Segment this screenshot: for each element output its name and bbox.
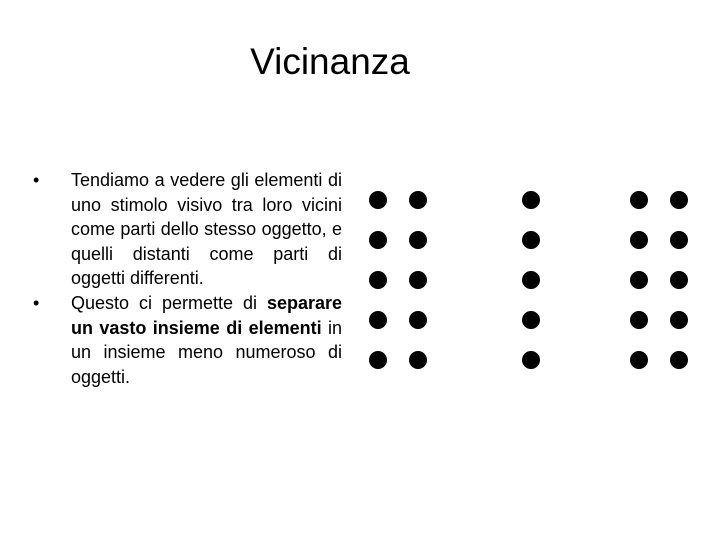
bullet-list <box>32 168 342 389</box>
slide-title: Vicinanza <box>250 41 410 82</box>
dot-wide-pairs-r2-c2 <box>670 231 688 249</box>
bullet-marker: • <box>33 170 40 190</box>
bullet-marker: • <box>33 292 40 313</box>
proximity-dots-figure <box>360 180 700 380</box>
dot-wide-pairs-r5-c1 <box>630 351 648 369</box>
dot-wide-pairs-r4-c1 <box>630 311 648 329</box>
dot-close-pairs-r4-c1 <box>369 311 387 329</box>
dot-close-pairs-r5-c2 <box>409 351 427 369</box>
bullet-item-2 <box>32 291 342 389</box>
dot-close-pairs-r3-c2 <box>409 271 427 289</box>
dot-single-column-r1-c1 <box>522 191 540 209</box>
dot-close-pairs-r3-c1 <box>369 271 387 289</box>
bullet-2-text-end: in un insieme meno numeroso di oggetti. <box>71 317 343 387</box>
dot-single-column-r3-c1 <box>522 271 540 289</box>
dot-group-single-column <box>522 191 540 369</box>
dot-close-pairs-r2-c2 <box>409 231 427 249</box>
dot-wide-pairs-r4-c2 <box>670 311 688 329</box>
dot-wide-pairs-r1-c2 <box>670 191 688 209</box>
bullet-1-text: Tendiamo a vedere gli elementi di uno stimolo visivo tra loro vicini come parti dello stesso oggetto, e quelli distanti come parti di oggetti differenti. <box>71 170 342 289</box>
dot-wide-pairs-r3-c2 <box>670 271 688 289</box>
dot-close-pairs-r5-c1 <box>369 351 387 369</box>
dot-single-column-r4-c1 <box>522 311 540 329</box>
dot-close-pairs-r1-c1 <box>369 191 387 209</box>
dot-group-wide-pairs <box>630 191 688 369</box>
dot-single-column-r5-c1 <box>522 351 540 369</box>
dot-close-pairs-r1-c2 <box>409 191 427 209</box>
dot-close-pairs-r2-c1 <box>369 231 387 249</box>
dot-wide-pairs-r3-c1 <box>630 271 648 289</box>
dot-close-pairs-r4-c2 <box>409 311 427 329</box>
dot-single-column-r2-c1 <box>522 231 540 249</box>
dot-wide-pairs-r2-c1 <box>630 231 648 249</box>
bullet-2-text-start: Questo ci permette di <box>71 292 267 313</box>
dot-group-close-pairs <box>369 191 427 369</box>
dot-wide-pairs-r1-c1 <box>630 191 648 209</box>
bullet-item-1 <box>32 168 342 291</box>
dot-wide-pairs-r5-c2 <box>670 351 688 369</box>
bullet-2-text-bold: separare un vasto insieme di elementi <box>71 292 342 338</box>
